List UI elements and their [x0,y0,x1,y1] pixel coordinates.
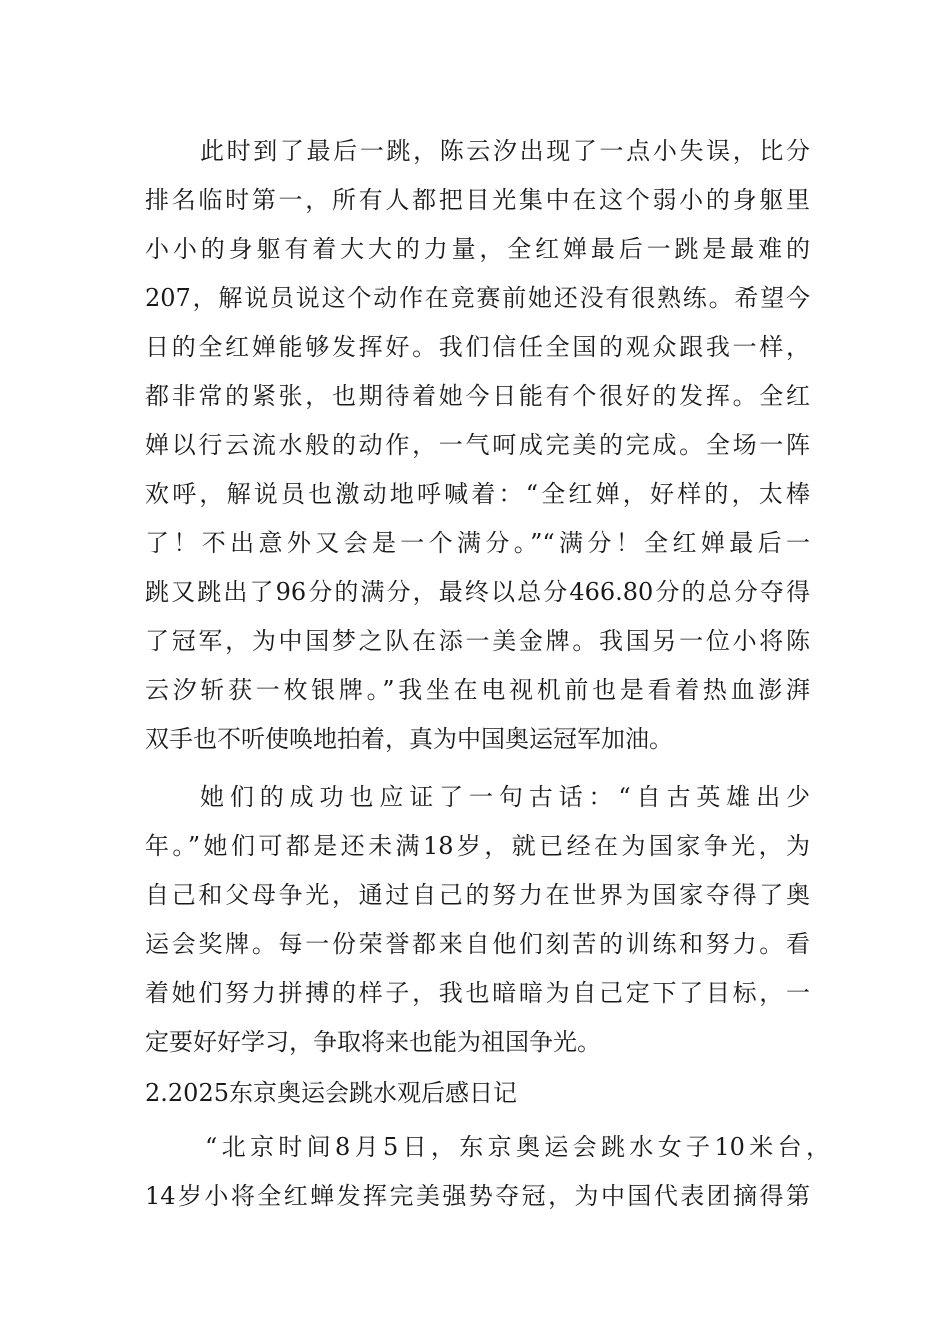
section-heading: 2.2025东京奥运会跳水观后感日记 [145,1079,517,1107]
text-line: 日的全红婵能够发挥好。我们信任全国的观众跟我一样， [145,333,810,361]
text-line: 排名临时第一，所有人都把目光集中在这个弱小的身躯里 [145,186,810,214]
text-line: 双手也不听使唤地拍着，真为中国奥运冠军加油。 [145,725,673,753]
text-line: 了冠军，为中国梦之队在添一美金牌。我国另一位小将陈 [145,627,810,655]
text-line: 婵以行云流水般的动作，一气呵成完美的完成。全场一阵 [145,431,810,459]
text-line: 了！不出意外又会是一个满分。”“满分！全红婵最后一 [145,529,810,557]
text-line: 定要好好学习，争取将来也能为祖国争光。 [145,1028,601,1056]
text-line: 小小的身躯有着大大的力量，全红婵最后一跳是最难的 [145,235,810,263]
text-line: 年。”她们可都是还未满18岁，就已经在为国家争光，为 [145,832,810,860]
text-line: 207，解说员说这个动作在竞赛前她还没有很熟练。希望今 [145,284,810,312]
text-line: 欢呼，解说员也激动地呼喊着：“全红婵，好样的，太棒 [145,480,810,508]
text-line: 她们的成功也应证了一句古话：“自古英雄出少 [200,783,810,811]
text-line: 自己和父母争光，通过自己的努力在世界为国家夺得了奥 [145,881,810,909]
text-line: 运会奖牌。每一份荣誉都来自他们刻苦的训练和努力。看 [145,930,810,958]
text-line: 着她们努力拼搏的样子，我也暗暗为自己定下了目标，一 [145,979,810,1007]
text-line: 跳又跳出了96分的满分，最终以总分466.80分的总分夺得 [145,578,810,606]
text-line: “北京时间8月5日，东京奥运会跳水女子10米台， [205,1133,830,1161]
text-line: 都非常的紧张，也期待着她今日能有个很好的发挥。全红 [145,382,810,410]
text-line: 14岁小将全红蝉发挥完美强势夺冠，为中国代表团摘得第 [145,1182,810,1210]
text-line: 云汐斩获一枚银牌。”我坐在电视机前也是看着热血澎湃 [145,676,810,704]
text-line: 此时到了最后一跳，陈云汐出现了一点小失误，比分 [200,137,810,165]
